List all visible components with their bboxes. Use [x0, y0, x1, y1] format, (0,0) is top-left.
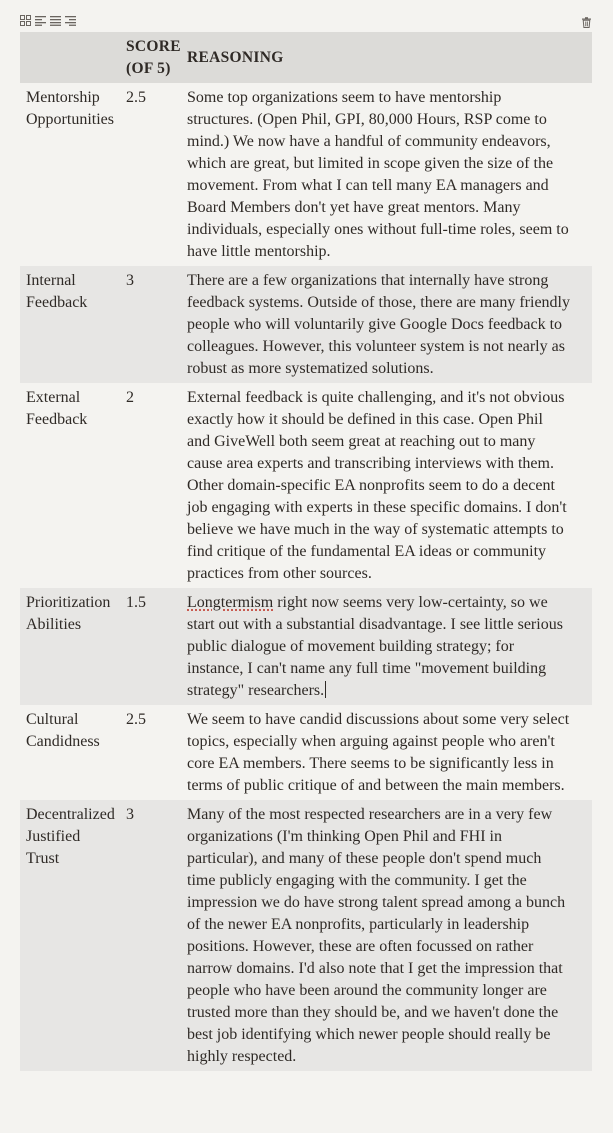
row-reasoning[interactable]: Many of the most respected researchers are in a very few organizations (I'm thinking Open Phil and FHI in particular), and many of these people don't spend much time publicly engaging with the community. I get the impression we do have strong talent spread among a bunch of the newer EA nonprofits, particularly in leadership positions. However, these are often focussed on rather narrow domains. I'd also note that I get the impression that people who have been around the community longer are trusted more than they should be, and we haven't done the best job identifying which newer people should really be highly respected.: [182, 800, 592, 1071]
row-reasoning[interactable]: We seem to have candid discussions about some very select topics, especially when arguing against people who aren't core EA members. There seems to be significantly less in terms of public critique of and between the main members.: [182, 705, 592, 800]
row-category[interactable]: Prioritization Abilities: [20, 588, 123, 705]
table-row: [20, 588, 592, 705]
row-category[interactable]: External Feedback: [20, 383, 123, 588]
table-toolbar: [20, 15, 592, 29]
align-right-icon[interactable]: [65, 15, 76, 26]
reasoning-text: right now seems very low-certainty, so we start out with a substantial disadvantage. I see little serious public dialogue of movement building strategy; for instance, I can't name any full time "movement building strategy" researchers.: [187, 594, 563, 699]
text-caret: [325, 681, 326, 698]
row-score[interactable]: 2.5: [123, 705, 182, 800]
table-row: [20, 705, 592, 800]
table-row: [20, 83, 592, 266]
row-score[interactable]: 3: [123, 266, 182, 383]
row-reasoning[interactable]: External feedback is quite challenging, and it's not obvious exactly how it should be defined in this case. Open Phil and GiveWell both seem great at reaching out to many cause area experts and transcribing interviews with them. Other domain-specific EA nonprofits seem to do a decent job engaging with experts in these specific domains. I don't believe we have much in the way of systematic attempts to find critique of the fundamental EA ideas or community practices from other sources.: [182, 383, 592, 588]
assessment-table: [20, 32, 592, 1071]
row-category[interactable]: Cultural Candidness: [20, 705, 123, 800]
table-row: [20, 800, 592, 1071]
row-reasoning[interactable]: Some top organizations seem to have mentorship structures. (Open Phil, GPI, 80,000 Hours, RSP come to mind.) We now have a handful of community endeavors, which are great, but limited in scope given the size of the movement. From what I can tell many EA managers and Board Members don't yet have great mentors. Many individuals, especially ones without full-time roles, seem to have little mentorship.: [182, 83, 592, 266]
row-reasoning[interactable]: There are a few organizations that internally have strong feedback systems. Outside of those, there are many friendly people who will voluntarily give Google Docs feedback to colleagues. However, this volunteer system is not nearly as robust as more systematized solutions.: [182, 266, 592, 383]
table-row: [20, 383, 592, 588]
header-category[interactable]: [20, 32, 123, 83]
align-left-icon[interactable]: [35, 15, 46, 26]
row-score[interactable]: 2.5: [123, 83, 182, 266]
grid-icon[interactable]: [20, 15, 31, 26]
trash-icon[interactable]: [581, 17, 592, 28]
row-score[interactable]: 2: [123, 383, 182, 588]
row-category[interactable]: Internal Feedback: [20, 266, 123, 383]
row-score[interactable]: 3: [123, 800, 182, 1071]
table-header-row: [20, 32, 592, 83]
header-score[interactable]: SCORE (OF 5): [123, 32, 182, 83]
row-category[interactable]: Decentralized Justified Trust: [20, 800, 123, 1071]
row-score[interactable]: 1.5: [123, 588, 182, 705]
misspelled-word[interactable]: Longtermism: [187, 594, 274, 611]
header-reasoning[interactable]: REASONING: [182, 32, 592, 83]
row-reasoning[interactable]: [182, 588, 592, 705]
table-format-group: [20, 15, 76, 26]
table-row: [20, 266, 592, 383]
row-category[interactable]: Mentorship Opportunities: [20, 83, 123, 266]
align-center-icon[interactable]: [50, 15, 61, 26]
